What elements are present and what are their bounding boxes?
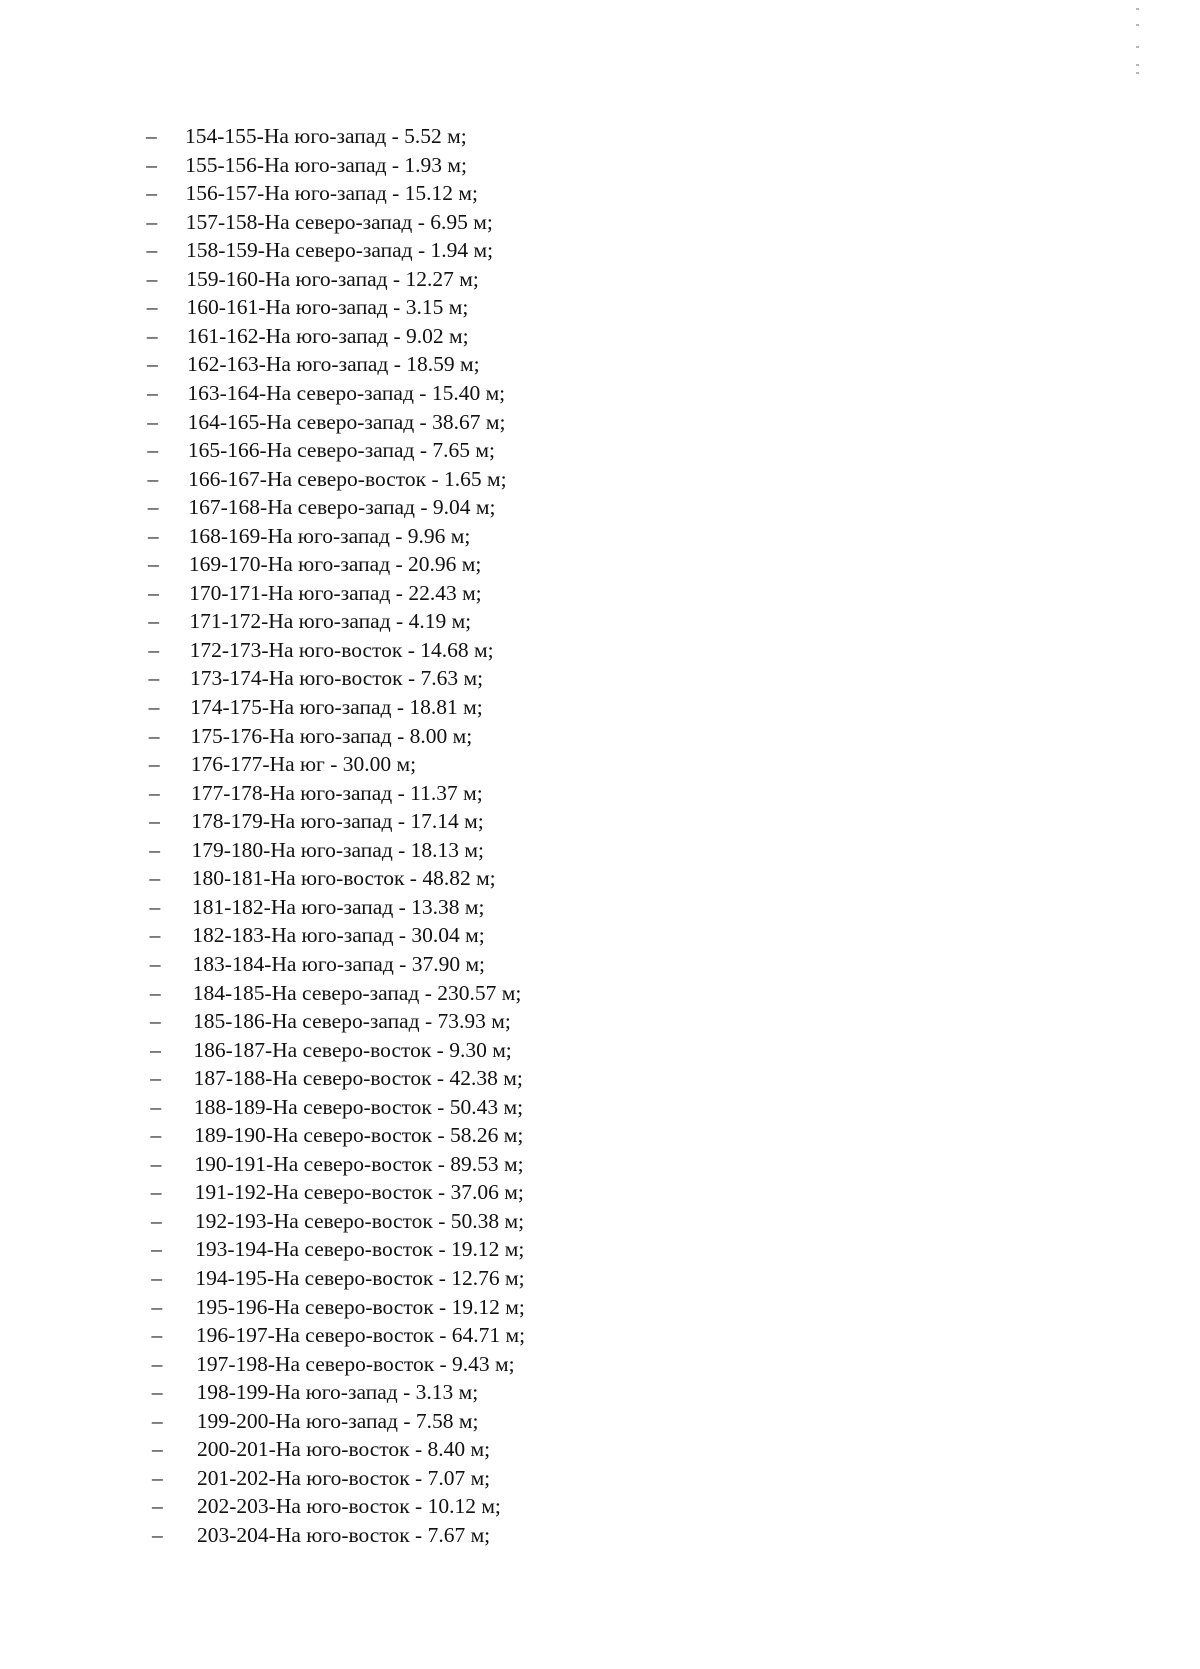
list-bullet-dash: – xyxy=(146,181,157,206)
list-item xyxy=(0,208,700,236)
list-item xyxy=(0,408,700,436)
segment-description: 181-182-На юго-запад - 13.38 м; xyxy=(192,894,485,919)
list-item xyxy=(0,522,700,550)
segment-description: 156-157-На юго-запад - 15.12 м; xyxy=(185,181,479,206)
segment-description: 155-156-На юго-запад - 1.93 м; xyxy=(185,152,467,177)
segment-description: 196-197-На северо-восток - 64.71 м; xyxy=(195,1323,526,1348)
list-item xyxy=(0,664,700,692)
list-item xyxy=(0,322,700,350)
segment-description: 192-193-На северо-восток - 50.38 м; xyxy=(194,1208,525,1233)
segment-description: 159-160-На юго-запад - 12.27 м; xyxy=(186,266,479,291)
segment-description: 194-195-На северо-восток - 12.76 м; xyxy=(195,1266,525,1290)
list-item xyxy=(0,1235,700,1263)
list-item xyxy=(0,350,700,378)
list-item xyxy=(0,1207,700,1235)
segment-description: 193-194-На северо-восток - 19.12 м; xyxy=(195,1237,525,1262)
segment-description: 203-204-На юго-восток - 7.67 м; xyxy=(197,1522,491,1547)
segment-description: 177-178-На юго-запад - 11.37 м; xyxy=(190,780,483,805)
segment-description: 173-174-На юго-восток - 7.63 м; xyxy=(189,666,484,691)
segment-description: 183-184-На юго-запад - 37.90 м; xyxy=(192,951,486,976)
list-bullet-dash: – xyxy=(150,1123,162,1148)
list-item xyxy=(0,893,700,921)
segment-description: 175-176-На юго-запад - 8.00 м; xyxy=(190,723,473,748)
list-bullet-dash: – xyxy=(150,1180,162,1205)
list-item xyxy=(0,979,700,1007)
list-bullet-dash: – xyxy=(150,1094,162,1119)
list-item xyxy=(0,722,700,750)
list-bullet-dash: – xyxy=(152,1522,163,1547)
segment-description: 161-162-На юго-запад - 9.02 м; xyxy=(186,323,469,348)
segment-description: 179-180-На юго-запад - 18.13 м; xyxy=(191,837,484,862)
list-item xyxy=(0,1492,700,1520)
list-item xyxy=(0,379,700,407)
list-bullet-dash: – xyxy=(147,523,159,548)
list-bullet-dash: – xyxy=(146,152,157,177)
list-bullet-dash: – xyxy=(150,1066,162,1091)
list-item xyxy=(0,921,700,949)
list-bullet-dash: – xyxy=(151,1323,163,1348)
list-item xyxy=(0,1293,700,1321)
segment-description: 188-189-На северо-восток - 50.43 м; xyxy=(193,1094,524,1119)
list-item xyxy=(0,1121,700,1149)
list-bullet-dash: – xyxy=(149,951,161,976)
list-item xyxy=(0,236,700,264)
list-item xyxy=(0,1036,700,1064)
segment-description: 201-202-На юго-восток - 7.07 м; xyxy=(197,1465,491,1490)
list-bullet-dash: – xyxy=(151,1351,163,1376)
segment-description: 168-169-На юго-запад - 9.96 м; xyxy=(188,523,471,548)
list-bullet-dash: – xyxy=(150,1151,162,1176)
list-item xyxy=(0,950,700,978)
list-bullet-dash: – xyxy=(150,1009,161,1034)
list-item xyxy=(0,1435,700,1463)
list-bullet-dash: – xyxy=(149,894,161,919)
list-bullet-dash: – xyxy=(146,266,158,291)
list-bullet-dash: – xyxy=(148,637,160,662)
segment-description: 154-155-На юго-запад - 5.52 м; xyxy=(185,124,467,148)
segment-description: 176-177-На юг - 30.00 м; xyxy=(190,752,417,777)
list-item xyxy=(0,1350,700,1378)
list-bullet-dash: – xyxy=(148,752,160,777)
list-bullet-dash: – xyxy=(148,723,160,748)
segment-description: 157-158-На северо-запад - 6.95 м; xyxy=(185,209,493,234)
list-bullet-dash: – xyxy=(146,209,158,234)
list-item xyxy=(0,151,700,179)
list-bullet-dash: – xyxy=(146,295,158,320)
list-bullet-dash: – xyxy=(152,1494,163,1519)
list-bullet-dash: – xyxy=(151,1294,163,1319)
segment-description: 198-199-На юго-запад - 3.13 м; xyxy=(196,1380,479,1405)
list-bullet-dash: – xyxy=(148,780,160,805)
segment-description: 191-192-На северо-восток - 37.06 м; xyxy=(194,1180,524,1205)
segment-description: 158-159-На северо-запад - 1.94 м; xyxy=(186,238,494,263)
list-item xyxy=(0,1407,700,1435)
list-item xyxy=(0,579,700,607)
list-bullet-dash: – xyxy=(152,1465,163,1490)
list-item xyxy=(0,779,700,807)
segment-description: 172-173-На юго-восток - 14.68 м; xyxy=(189,637,494,662)
list-bullet-dash: – xyxy=(146,124,157,148)
segment-description: 200-201-На юго-восток - 8.40 м; xyxy=(196,1437,491,1462)
list-item xyxy=(0,1321,700,1349)
list-item xyxy=(0,693,700,721)
segment-description: 197-198-На северо-восток - 9.43 м; xyxy=(196,1351,515,1376)
list-bullet-dash: – xyxy=(147,409,159,434)
list-bullet-dash: – xyxy=(147,552,159,577)
segment-description: 163-164-На северо-запад - 15.40 м; xyxy=(187,380,506,405)
list-bullet-dash: – xyxy=(149,866,161,891)
list-bullet-dash: – xyxy=(149,980,161,1005)
list-item xyxy=(0,1007,700,1035)
list-bullet-dash: – xyxy=(148,695,160,719)
list-item xyxy=(0,436,700,464)
segment-description: 182-183-На юго-запад - 30.04 м; xyxy=(192,923,485,948)
list-bullet-dash: – xyxy=(149,809,160,834)
list-item xyxy=(0,636,700,664)
list-bullet-dash: – xyxy=(151,1237,162,1262)
segment-description: 164-165-На северо-запад - 38.67 м; xyxy=(187,409,506,434)
segment-description: 160-161-На юго-запад - 3.15 м; xyxy=(186,295,469,320)
segment-description: 190-191-На северо-восток - 89.53 м; xyxy=(194,1151,524,1176)
list-bullet-dash: – xyxy=(147,495,159,520)
segment-description: 178-179-На юго-запад - 17.14 м; xyxy=(191,809,484,834)
list-item xyxy=(0,807,700,835)
list-item xyxy=(0,493,700,521)
segment-description: 180-181-На юго-восток - 48.82 м; xyxy=(191,866,496,891)
segment-description: 187-188-На северо-восток - 42.38 м; xyxy=(193,1066,523,1091)
list-bullet-dash: – xyxy=(151,1266,162,1290)
segment-description: 166-167-На северо-восток - 1.65 м; xyxy=(188,466,507,491)
list-item xyxy=(0,1150,700,1178)
list-item xyxy=(0,465,700,493)
segment-description: 165-166-На северо-запад - 7.65 м; xyxy=(187,438,495,463)
segment-description: 162-163-На юго-запад - 18.59 м; xyxy=(187,352,480,377)
segment-description: 167-168-На северо-запад - 9.04 м; xyxy=(188,495,496,520)
list-item xyxy=(0,1464,700,1492)
list-item xyxy=(0,293,700,321)
list-item xyxy=(0,607,700,635)
list-bullet-dash: – xyxy=(147,466,159,491)
segment-description: 202-203-На юго-восток - 10.12 м; xyxy=(197,1494,501,1519)
list-item xyxy=(0,1264,700,1292)
segment-description: 169-170-На юго-запад - 20.96 м; xyxy=(188,552,482,577)
list-bullet-dash: – xyxy=(149,923,161,948)
list-bullet-dash: – xyxy=(146,238,158,263)
segment-description: 171-172-На юго-запад - 4.19 м; xyxy=(189,609,472,634)
segment-description: 184-185-На северо-запад - 230.57 м; xyxy=(192,980,522,1005)
segment-description: 170-171-На юго-запад - 22.43 м; xyxy=(189,580,482,605)
list-bullet-dash: – xyxy=(148,580,159,605)
list-item xyxy=(0,836,700,864)
list-item xyxy=(0,1093,700,1121)
list-bullet-dash: – xyxy=(151,1408,163,1433)
list-bullet-dash: – xyxy=(147,438,159,463)
scan-artifact-marks xyxy=(1136,8,1142,88)
list-item xyxy=(0,1064,700,1092)
segment-description: 185-186-На северо-запад - 73.93 м; xyxy=(193,1009,511,1034)
list-bullet-dash: – xyxy=(148,666,160,691)
list-item xyxy=(0,750,700,778)
list-item xyxy=(0,122,700,150)
list-bullet-dash: – xyxy=(150,1208,162,1233)
segment-description: 195-196-На северо-восток - 19.12 м; xyxy=(195,1294,525,1319)
list-bullet-dash: – xyxy=(148,609,159,634)
list-item xyxy=(0,265,700,293)
list-bullet-dash: – xyxy=(147,352,158,377)
segment-description: 199-200-На юго-запад - 7.58 м; xyxy=(196,1408,479,1433)
list-item xyxy=(0,864,700,892)
list-item xyxy=(0,1521,700,1549)
list-bullet-dash: – xyxy=(151,1380,163,1405)
list-item xyxy=(0,1178,700,1206)
list-item xyxy=(0,550,700,578)
list-bullet-dash: – xyxy=(151,1437,163,1462)
segment-description: 174-175-На юго-запад - 18.81 м; xyxy=(190,695,483,719)
segment-description: 186-187-На северо-восток - 9.30 м; xyxy=(193,1037,512,1062)
list-bullet-dash: – xyxy=(149,837,160,862)
list-item xyxy=(0,179,700,207)
list-item xyxy=(0,1378,700,1406)
list-bullet-dash: – xyxy=(147,380,158,405)
list-bullet-dash: – xyxy=(146,323,158,348)
list-bullet-dash: – xyxy=(150,1037,161,1062)
segment-description: 189-190-На северо-восток - 58.26 м; xyxy=(194,1123,524,1148)
